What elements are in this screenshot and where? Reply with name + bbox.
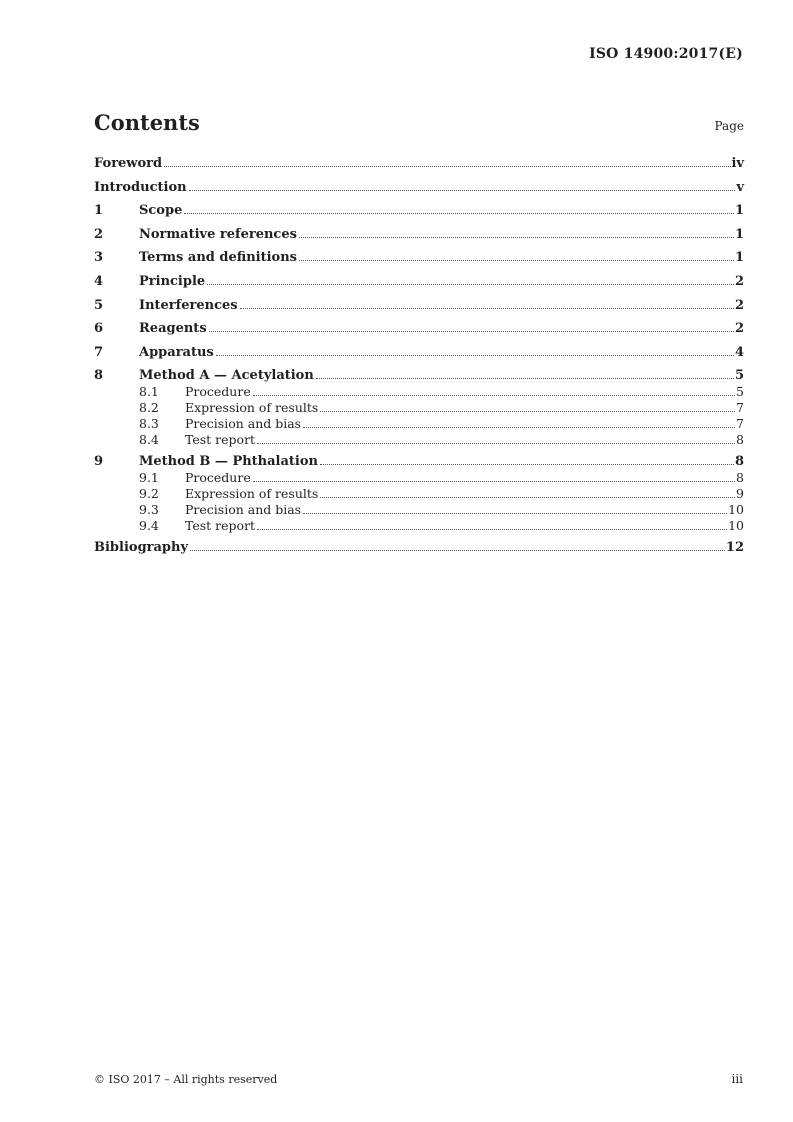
toc-entry-title: Scope	[139, 203, 183, 219]
dot-leader	[216, 354, 734, 356]
toc-entry-title: Introduction	[94, 179, 187, 195]
toc-entry-title: Normative references	[139, 226, 297, 242]
toc-subentry-9-4[interactable]	[94, 518, 744, 540]
toc-entry-page: 2	[734, 273, 744, 289]
dot-leader	[253, 480, 735, 482]
toc-entry-title: Principle	[139, 273, 206, 289]
toc-subentry-number: 8.4	[139, 432, 159, 448]
dot-leader	[164, 165, 730, 167]
toc-subentry-number: 8.3	[139, 416, 159, 432]
toc-entry-number: 2	[94, 226, 104, 242]
toc-subentry-title: Expression of results	[185, 400, 319, 416]
dot-leader	[253, 394, 735, 396]
dot-leader	[299, 259, 734, 261]
dot-leader	[320, 496, 735, 498]
toc-entry-number: 9	[94, 454, 104, 470]
page-number: iii	[731, 1072, 743, 1086]
dot-leader	[320, 410, 735, 412]
contents-header	[94, 110, 744, 140]
dot-leader	[190, 549, 725, 551]
dot-leader	[303, 426, 735, 428]
dot-leader	[320, 463, 734, 465]
toc-subentry-page: 10	[728, 518, 744, 534]
toc-subentry-title: Test report	[185, 518, 256, 534]
toc-subentry-number: 8.1	[139, 384, 159, 400]
dot-leader	[209, 330, 734, 332]
toc-entry-title: Apparatus	[139, 344, 214, 360]
table-of-contents	[94, 156, 744, 564]
toc-subentry-number: 9.2	[139, 486, 159, 502]
toc-entry-number: 6	[94, 321, 104, 337]
toc-entry-title: Interferences	[139, 297, 238, 313]
dot-leader	[184, 212, 734, 214]
toc-subentry-number: 9.4	[139, 518, 159, 534]
dot-leader	[207, 283, 734, 285]
toc-entry-foreword[interactable]	[94, 156, 744, 180]
toc-subentry-page: 5	[736, 384, 744, 400]
toc-entry-page: 1	[734, 203, 744, 219]
toc-subentry-page: 10	[728, 502, 744, 518]
toc-entry-page: 12	[725, 540, 744, 556]
toc-subentry-9-1[interactable]	[94, 470, 744, 486]
toc-entry-number: 3	[94, 250, 104, 266]
toc-subentry-9-2[interactable]	[94, 486, 744, 502]
dot-leader	[303, 512, 727, 514]
copyright-notice: © ISO 2017 – All rights reserved	[94, 1073, 278, 1086]
dot-leader	[257, 442, 735, 444]
toc-entry-title: Method B — Phthalation	[139, 454, 318, 470]
toc-entry-page: v	[736, 179, 744, 195]
toc-subentry-page: 7	[736, 400, 744, 416]
toc-entry-page: 1	[734, 226, 744, 242]
toc-entry-interferences[interactable]	[94, 298, 744, 322]
toc-entry-number: 8	[94, 368, 104, 384]
dot-leader	[257, 528, 727, 530]
toc-subentry-number: 9.3	[139, 502, 159, 518]
toc-entry-title: Method A — Acetylation	[139, 368, 314, 384]
toc-entry-terms-and-definitions[interactable]	[94, 250, 744, 274]
toc-entry-bibliography[interactable]	[94, 540, 744, 564]
toc-entry-method-a[interactable]	[94, 368, 744, 384]
document-id: ISO 14900:2017(E)	[589, 46, 743, 62]
toc-subentry-page: 9	[736, 486, 744, 502]
toc-subentry-8-4[interactable]	[94, 432, 744, 454]
toc-entry-title: Bibliography	[94, 540, 189, 556]
toc-subentry-title: Precision and bias	[185, 502, 302, 518]
toc-subentry-title: Procedure	[185, 470, 251, 486]
toc-entry-number: 5	[94, 297, 104, 313]
toc-subentry-title: Expression of results	[185, 486, 319, 502]
toc-entry-number: 7	[94, 344, 104, 360]
page-column-label: Page	[714, 119, 744, 133]
toc-entry-page: 8	[734, 454, 744, 470]
toc-entry-number: 4	[94, 273, 104, 289]
toc-subentry-8-1[interactable]	[94, 384, 744, 400]
dot-leader	[189, 189, 736, 191]
dot-leader	[299, 236, 734, 238]
toc-entry-page: 2	[734, 297, 744, 313]
toc-subentry-9-3[interactable]	[94, 502, 744, 518]
toc-subentry-page: 7	[736, 416, 744, 432]
toc-entry-title: Terms and definitions	[139, 250, 297, 266]
toc-subentry-title: Test report	[185, 432, 256, 448]
toc-entry-number: 1	[94, 203, 104, 219]
dot-leader	[316, 377, 734, 379]
toc-entry-page: 4	[734, 344, 744, 360]
toc-entry-page: 2	[734, 321, 744, 337]
toc-subentry-8-3[interactable]	[94, 416, 744, 432]
toc-subentry-title: Procedure	[185, 384, 251, 400]
toc-subentry-number: 9.1	[139, 470, 159, 486]
toc-entry-normative-references[interactable]	[94, 227, 744, 251]
toc-subentry-title: Precision and bias	[185, 416, 302, 432]
toc-entry-page: 5	[734, 368, 744, 384]
toc-subentry-8-2[interactable]	[94, 400, 744, 416]
toc-entry-reagents[interactable]	[94, 321, 744, 345]
toc-subentry-page: 8	[736, 470, 744, 486]
toc-entry-apparatus[interactable]	[94, 345, 744, 369]
toc-entry-title: Foreword	[94, 156, 163, 171]
contents-title: Contents	[94, 110, 200, 135]
toc-entry-scope[interactable]	[94, 203, 744, 227]
toc-entry-page: iv	[731, 156, 744, 171]
toc-subentry-number: 8.2	[139, 400, 159, 416]
toc-entry-introduction[interactable]	[94, 180, 744, 204]
toc-subentry-page: 8	[736, 432, 744, 448]
toc-entry-principle[interactable]	[94, 274, 744, 298]
toc-entry-method-b[interactable]	[94, 454, 744, 470]
dot-leader	[240, 307, 734, 309]
toc-entry-page: 1	[734, 250, 744, 266]
toc-entry-title: Reagents	[139, 321, 207, 337]
